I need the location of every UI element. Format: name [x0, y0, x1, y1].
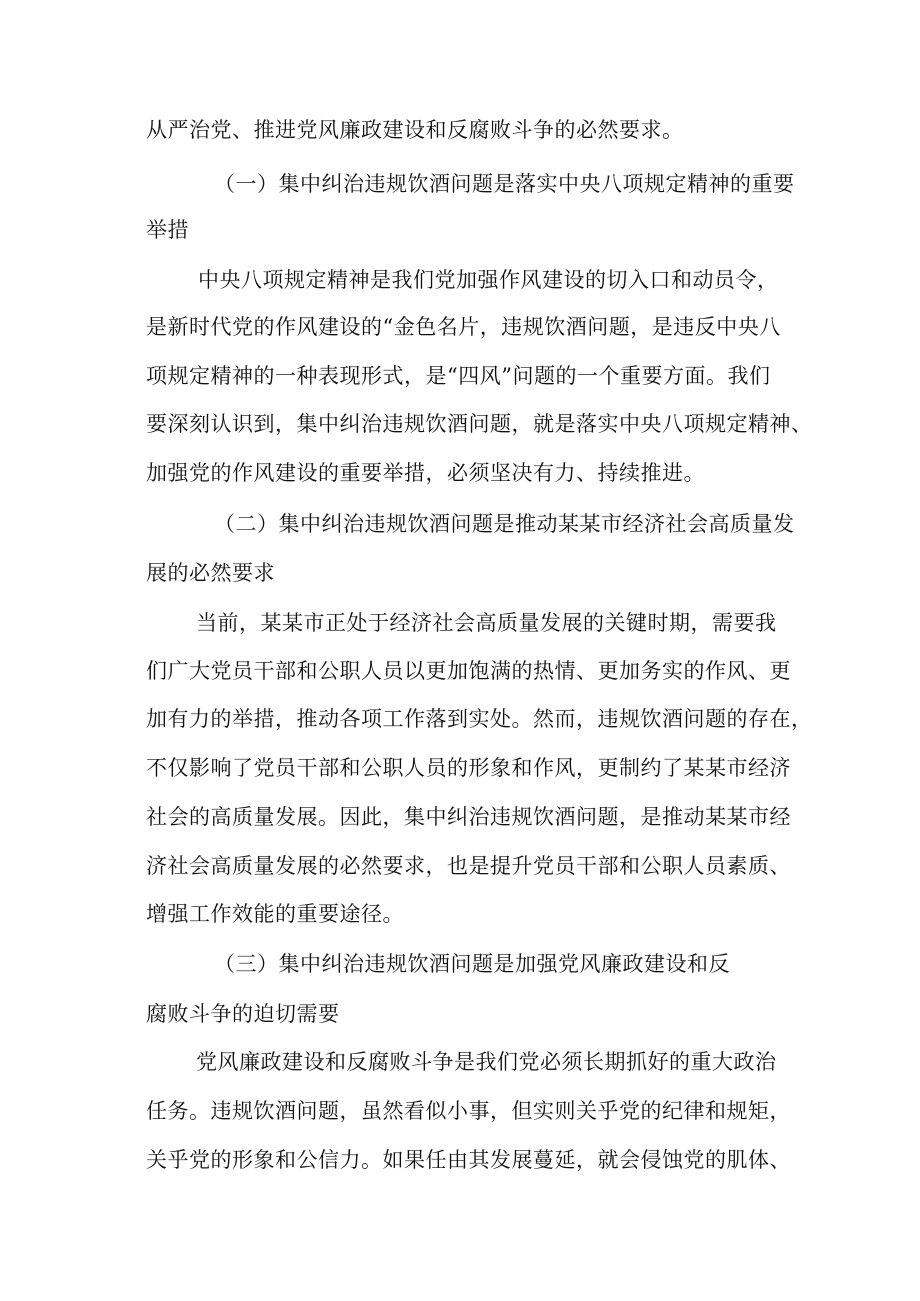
paragraph-line: 关乎党的形象和公信力。如果任由其发展蔓延，就会侵蚀党的肌体、 — [146, 1148, 791, 1172]
section-heading-3-cont: 腐败斗争的迫切需要 — [146, 1002, 340, 1026]
paragraph-line: 是新时代党的作风建设的“金色名片，违规饮酒问题，是违反中央八 — [146, 315, 781, 339]
section-heading-2: （二）集中纠治违规饮酒问题是推动某某市经济社会高质量发 — [214, 512, 795, 536]
paragraph-line: 党风廉政建设和反腐败斗争是我们党必须长期抓好的重大政治 — [196, 1050, 777, 1074]
paragraph-line: 要深刻认识到，集中纠治违规饮酒问题，就是落实中央八项规定精神、 — [146, 412, 813, 436]
paragraph-line: 济社会高质量发展的必然要求，也是提升党员干部和公职人员素质、 — [146, 854, 791, 878]
section-heading-1-cont: 举措 — [146, 218, 189, 242]
section-heading-2-cont: 展的必然要求 — [146, 561, 275, 585]
section-heading-1: （一）集中纠治违规饮酒问题是落实中央八项规定精神的重要 — [214, 172, 795, 196]
paragraph-line: 加强党的作风建设的重要举措，必须坚决有力、持续推进。 — [146, 461, 705, 485]
paragraph-line: 社会的高质量发展。因此，集中纠治违规饮酒问题，是推动某某市经 — [146, 805, 791, 829]
paragraph-line: 们广大党员干部和公职人员以更加饱满的热情、更加务实的作风、更 — [146, 659, 791, 683]
paragraph-line: 增强工作效能的重要途径。 — [146, 902, 404, 926]
paragraph-line: 项规定精神的一种表现形式，是“四风”问题的一个重要方面。我们 — [146, 364, 771, 388]
paragraph-line: 不仅影响了党员干部和公职人员的形象和作风，更制约了某某市经济 — [146, 756, 791, 780]
paragraph-line: 从严治党、推进党风廉政建设和反腐败斗争的必然要求。 — [146, 118, 684, 142]
section-heading-3: （三）集中纠治违规饮酒问题是加强党风廉政建设和反 — [214, 952, 730, 976]
paragraph-line: 中央八项规定精神是我们党加强作风建设的切入口和动员令， — [198, 268, 779, 292]
paragraph-line: 当前，某某市正处于经济社会高质量发展的关键时期，需要我 — [196, 611, 777, 635]
paragraph-line: 任务。违规饮酒问题，虽然看似小事，但实则关乎党的纪律和规矩， — [146, 1099, 791, 1123]
paragraph-line: 加有力的举措，推动各项工作落到实处。然而，违规饮酒问题的存在， — [146, 707, 813, 731]
